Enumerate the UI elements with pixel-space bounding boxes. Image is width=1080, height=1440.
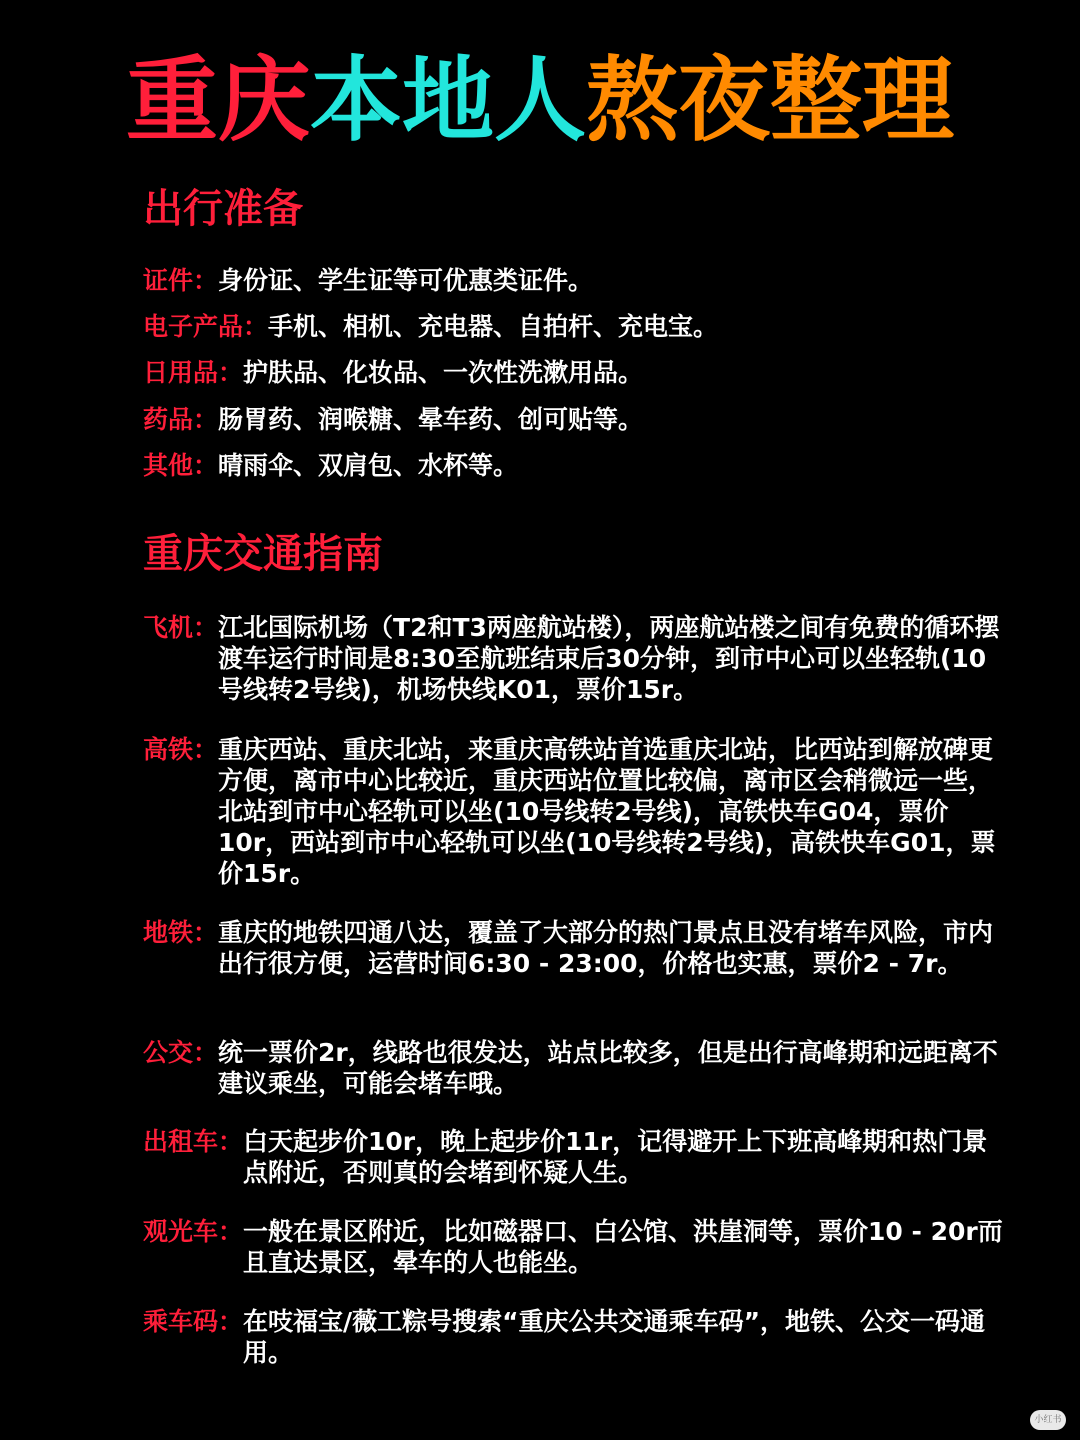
title-part-local: 本地人 xyxy=(309,47,586,154)
list-item-medicine xyxy=(143,404,1003,435)
item-text: 统一票价2r，线路也很发达，站点比较多，但是出行高峰期和远距离不建议乘坐，可能会堵车哦。 xyxy=(218,1038,998,1098)
item-text: 一般在景区附近，比如磁器口、白公馆、洪崖洞等，票价10 - 20r而且直达景区，晕车的人也能坐。 xyxy=(243,1217,1003,1277)
list-item-metro xyxy=(143,917,1003,979)
page-title xyxy=(0,46,1080,156)
list-item-airplane xyxy=(143,612,1003,705)
item-label: 电子产品： xyxy=(143,312,269,341)
item-label: 药品： xyxy=(143,405,219,434)
item-text: 手机、相机、充电器、自拍杆、充电宝。 xyxy=(268,312,719,341)
list-item-sightseeing-bus xyxy=(143,1216,1003,1278)
watermark-logo: 小红书 xyxy=(1030,1410,1066,1430)
list-item-electronics xyxy=(143,311,1003,342)
item-text: 在吱福宝/薇工粽号搜索“重庆公共交通乘车码”，地铁、公交一码通用。 xyxy=(243,1307,986,1367)
item-text: 白天起步价10r，晚上起步价11r，记得避开上下班高峰期和热门景点附近，否则真的会堵到怀疑人生。 xyxy=(243,1127,988,1187)
item-label: 高铁： xyxy=(143,735,219,764)
item-text: 重庆西站、重庆北站，来重庆高铁站首选重庆北站，比西站到解放碑更方便，离市中心比较近，重庆西站位置比较偏，离市区会稍微远一些，北站到市中心轻轨可以坐(10号线转2号线)，高铁快车G04，票价10r，西站到市中心轻轨可以坐(10号线转2号线)，高铁快车G01，票价15r。 xyxy=(218,735,996,888)
item-text: 重庆的地铁四通八达，覆盖了大部分的热门景点且没有堵车风险，市内出行很方便，运营时间6:30 - 23:00，价格也实惠，票价2 - 7r。 xyxy=(218,918,994,978)
item-label: 其他： xyxy=(143,451,219,480)
list-item-high-speed-rail xyxy=(143,734,1003,889)
list-item-others xyxy=(143,450,1003,481)
item-label: 飞机： xyxy=(143,613,219,642)
list-item-daily-goods xyxy=(143,357,1003,388)
list-item-taxi xyxy=(143,1126,1003,1188)
item-label: 乘车码： xyxy=(143,1307,244,1336)
item-text: 护肤品、化妆品、一次性洗漱用品。 xyxy=(243,358,644,387)
item-label: 证件： xyxy=(143,266,219,295)
item-label: 观光车： xyxy=(143,1217,244,1246)
list-item-ride-code xyxy=(143,1306,1003,1368)
item-text: 江北国际机场（T2和T3两座航站楼），两座航站楼之间有免费的循环摆渡车运行时间是8:30至航班结束后30分钟，到市中心可以坐轻轨(10号线转2号线)，机场快线K01，票价15r。 xyxy=(218,613,1000,704)
item-label: 出租车： xyxy=(143,1127,244,1156)
list-item-bus xyxy=(143,1037,1003,1099)
item-label: 地铁： xyxy=(143,918,219,947)
item-label: 公交： xyxy=(143,1038,219,1067)
title-part-city: 重庆 xyxy=(125,47,310,154)
section-heading-travel-prep: 出行准备 xyxy=(143,186,303,232)
item-label: 日用品： xyxy=(143,358,244,387)
item-text: 晴雨伞、双肩包、水杯等。 xyxy=(218,451,519,480)
item-text: 身份证、学生证等可优惠类证件。 xyxy=(218,266,594,295)
list-item-documents xyxy=(143,265,1003,296)
item-text: 肠胃药、润喉糖、晕车药、创可贴等。 xyxy=(218,405,644,434)
title-part-compiled: 熬夜整理 xyxy=(586,47,955,154)
section-heading-transport-guide: 重庆交通指南 xyxy=(143,531,383,577)
